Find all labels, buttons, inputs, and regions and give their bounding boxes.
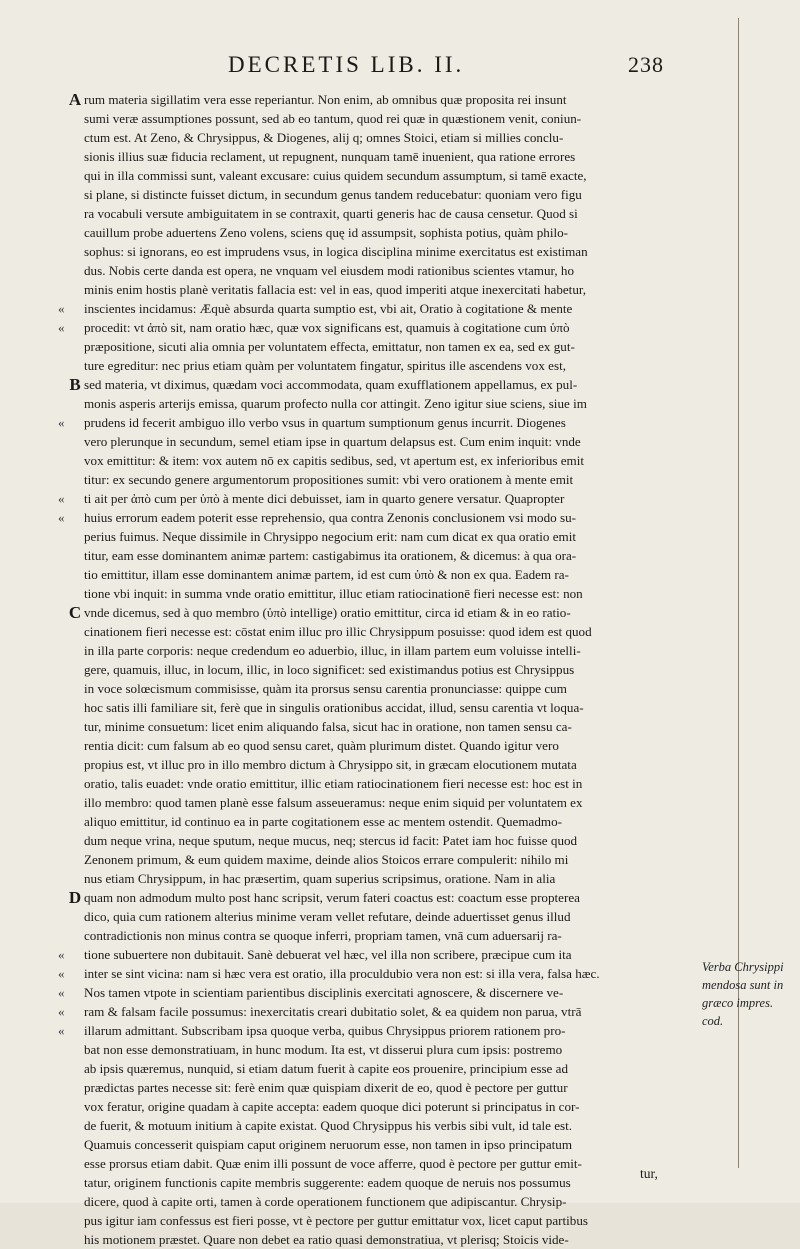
text-line: quam non admodum multo post hanc scripsit, verum fateri coactus est: coactum esse propterea: [84, 890, 580, 905]
body-text: [84, 90, 694, 1249]
quote-mark-icon: «: [58, 985, 65, 1000]
quote-mark-icon: «: [58, 966, 65, 981]
text-line: vox emittitur: & item: vox autem nō ex capitis sedibus, sed, vt apertum est, ex inferioribus emit: [84, 453, 585, 468]
text-line: prudens id fecerit ambiguo illo verbo vsus in quartum sumptionum genus incurrit. Diogenes: [84, 415, 566, 430]
quote-mark-icon: «: [58, 491, 65, 506]
text-line: tione subuertere non dubitauit. Sanè debuerat vel hæc, vel illa non scribere, præcipue cum ita: [84, 947, 572, 962]
text-line: prædictas partes necesse sit: ferè enim quæ quispiam dixerit de eo, quod è pectore per guttur: [84, 1080, 568, 1095]
text-line: inscientes incidamus: Æquè absurda quarta sumptio est, vbi ait, Oratio à cogitatione & mente: [84, 301, 573, 316]
text-line: inter se sint vicina: nam si hæc vera est oratio, illa proculdubio vera non est: si illa vera, falsa hæc.: [84, 966, 600, 981]
text-line: minis enim hostis planè veritatis fallacia est: vel in eas, quod imperiti atque inexercitati habetur,: [84, 282, 586, 297]
section-letter-a: A: [68, 90, 82, 109]
section-letter-b: B: [69, 375, 81, 394]
text-line: illo membro: quod tamen planè esse falsum asseueramus: neque enim siquid per voluntatem ex: [84, 795, 583, 810]
text-line: cauillum probe aduertens Zeno volens, sciens quę id assumpsit, sophista potius, quàm philo-: [84, 225, 569, 240]
text-line: contradictionis non minus contra se quoque inferri, propriam tamen, vnā cum aduersarij ra-: [84, 928, 562, 943]
text-line: propius est, vt illuc pro in illo membro dictum à Chrysippo sit, in græcam elocutionem mutata: [84, 757, 577, 772]
text-line: qui in illa commissi sunt, valeant excusare: cuius quidem secundum assumptum, si tamē exacte,: [84, 168, 587, 183]
quote-mark-icon: «: [58, 320, 65, 335]
text-line: tatur, originem functionis capite membris suggerente: eadem quoque de neruis nos possumus: [84, 1175, 571, 1190]
text-line: ram & falsam facile possumus: inexercitatis creari dubitatio solet, & ea quidem non parua, vtrā: [84, 1004, 582, 1019]
margin-note: Verba Chrysippi mendosa sunt in græco impres. cod.: [702, 960, 784, 1028]
catchword: tur,: [640, 1166, 658, 1181]
text-line: aliquo emittitur, id continuo ea in parte cogitationem esse ac mentem ostendit. Quemadmo-: [84, 814, 562, 829]
quote-mark-icon: «: [58, 1004, 65, 1019]
page-number: 238: [628, 52, 664, 77]
text-line: dicere, quod à capite orti, tamen à corde operationem functionem que adipiscantur. Chrysip-: [84, 1194, 567, 1209]
text-line: rum materia sigillatim vera esse reperiantur. Non enim, ab omnibus quæ proposita rei insunt: [84, 92, 567, 107]
text-line: ti ait per ἀπὸ cum per ὑπὸ à mente dici debuisset, iam in quarto genere versatur. Quapropter: [84, 491, 565, 506]
text-line: gere, quamuis, illuc, in locum, illic, in loco significet: sed existimandus potius est Chrysippus: [84, 662, 575, 677]
text-line: bat non esse demonstratiuam, in hunc modum. Ita est, vt disserui plura cum ipsis: postremo: [84, 1042, 563, 1057]
text-line: dum neque vrina, neque sputum, neque mucus, neq; stercus id facit: Patet iam hoc fuisse quod: [84, 833, 578, 848]
quote-mark-icon: «: [58, 415, 65, 430]
text-line: tur, minime consuetum: licet enim aliquando falsa, sicut hac in oratione, non tamen sensu ca-: [84, 719, 572, 734]
text-line: in illa parte corporis: neque credendum eo aduerbio, illuc, in illam partem eum voluisse intelli-: [84, 643, 581, 658]
text-line: Quamuis concesserit quispiam caput originem neruorum esse, non tamen in ipso principatum: [84, 1137, 572, 1152]
text-line: sumi veræ assumptiones possunt, sed ab eo tantum, quod rei quæ in quæstionem venit, coniun-: [84, 111, 582, 126]
section-letter-c: C: [68, 603, 82, 622]
text-line: vero plerunque in secundum, semel etiam ipse in quartum delapsus est. Cum enim inquit: vnde: [84, 434, 581, 449]
text-line: vox feratur, origine quadam à capite accepta: eadem quoque dici poterunt si principatus in cor-: [84, 1099, 580, 1114]
text-line: de fuerit, & motuum initium à capite existat. Quod Chrysippus his verbis sibi vult, id tale est.: [84, 1118, 573, 1133]
text-line: nus etiam Chrysippum, in hac præsertim, quam superius scripsimus, oratione. Nam in alia: [84, 871, 556, 886]
text-line: oratio, talis euadet: vnde oratio emittitur, illic etiam ratiocinationem fieri necesse est: hoc est in: [84, 776, 583, 791]
page-header: [0, 52, 800, 82]
text-line: si plane, si distincte fuisset dictum, in secundum genus tandem reducebatur: quoniam vero figu: [84, 187, 582, 202]
text-line: procedit: vt ἀπὸ sit, nam oratio hæc, quæ vox significans est, quamuis à cogitatione cum ὑπὸ: [84, 320, 570, 335]
text-line: præpositione, sicuti alia omnia per voluntatem effecta, emittatur, non tamen ex ea, sed ex gut-: [84, 339, 575, 354]
text-line: tione vbi inquit: in summa vnde oratio emittitur, illuc etiam ratiocinationē fieri necesse est: non: [84, 586, 583, 601]
text-line: sed materia, vt diximus, quædam voci accommodata, quam exufflationem appellamus, ex pul-: [84, 377, 578, 392]
text-line: ra vocabuli versute ambiguitatem in se contraxit, quarti generis hac de causa censetur. Quod si: [84, 206, 578, 221]
text-line: sophus: si ignorans, eo est imprudens vsus, in logica disciplina minime exercitatus est existiman: [84, 244, 588, 259]
text-line: vnde dicemus, sed à quo membro (ὑπὸ intellige) oratio emittitur, circa id etiam & in eo ratio-: [84, 605, 571, 620]
text-line: pus igitur iam confessus est fieri posse, vt è pectore per guttur emittatur vox, licet caput partibus: [84, 1213, 588, 1228]
text-line: Nos tamen vtpote in scientiam parientibus disciplinis exercitati agnoscere, & discernere ve-: [84, 985, 564, 1000]
quote-mark-icon: «: [58, 947, 65, 962]
text-line: ctum est. At Zeno, & Chrysippus, & Diogenes, alij q; omnes Stoici, etiam si millies conclu-: [84, 130, 564, 145]
text-line: esse prorsus etiam dabit. Quæ enim illi possunt de voce afferre, quod è pectore per guttur emit-: [84, 1156, 582, 1171]
quote-mark-icon: «: [58, 1023, 65, 1038]
text-line: ture egreditur: nec prius etiam quàm per voluntatem fingatur, spiritus ille ascendens vox est,: [84, 358, 566, 373]
text-line: monis asperis arterijs emissa, quarum profecto nulla cor attingit. Zeno igitur siue sciens, siue im: [84, 396, 587, 411]
running-title: DECRETIS LIB. II.: [228, 52, 465, 77]
section-letter-d: D: [68, 888, 82, 907]
text-line: in voce solœcismum commisisse, quàm ita prorsus sensu carentia pronunciasse: quippe cum: [84, 681, 567, 696]
text-line: Zenonem primum, & eum quidem maxime, deinde alios Stoicos errare compulerit: nihilo mi: [84, 852, 569, 867]
text-line: cinationem fieri necesse est: cōstat enim illuc pro illic Chrysippum posuisse: quod idem est quod: [84, 624, 592, 639]
text-line: tio emittitur, illam esse dominantem animæ partem, id est cum ὑπὸ & non ex qua. Eadem ra-: [84, 567, 569, 582]
text-line: dico, quia cum rationem alterius minime veram vellet refutare, deinde aduertisset genus illud: [84, 909, 571, 924]
text-line: illarum admittant. Subscribam ipsa quoque verba, quibus Chrysippus priorem rationem pro-: [84, 1023, 566, 1038]
text-line: titur: ex secundo genere argumentorum propositiones sumit: vbi vero orationem à mente emit: [84, 472, 574, 487]
quote-mark-icon: «: [58, 301, 65, 316]
text-line: huius errorum eadem poterit esse reprehensio, qua contra Zenonis conclusionem vsi modo su-: [84, 510, 576, 525]
text-line: perius fuimus. Neque dissimile in Chrysippo negocium erit: nam cum dicat ex qua oratio emit: [84, 529, 577, 544]
text-line: his motionem præstet. Quare non debet ea ratio quasi demonstratiua, vt plerisq; Stoicis vide-: [84, 1232, 569, 1247]
text-line: rentia dicit: cum falsum ab eo quod sensu caret, quàm plurimum distet. Quando igitur vero: [84, 738, 559, 753]
text-line: sionis illius suæ fiducia reclament, ut repugnent, nunquam tamē inuenient, qua ratione errores: [84, 149, 576, 164]
text-line: dus. Nobis certe danda est opera, ne vnquam vel eiusdem modi rationibus scientes vtamur, ho: [84, 263, 575, 278]
text-line: ab ipsis quæremus, nunquid, si etiam datum fuerit à capite eos prouenire, principium esse ad: [84, 1061, 568, 1076]
quote-mark-icon: «: [58, 510, 65, 525]
text-line: hoc satis illi familiare sit, ferè que in singulis orationibus accidat, illud, sensu carentia vt loqua-: [84, 700, 584, 715]
text-line: titur, eam esse dominantem animæ partem: castigabimus ita orationem, & dicemus: à qua ora-: [84, 548, 577, 563]
